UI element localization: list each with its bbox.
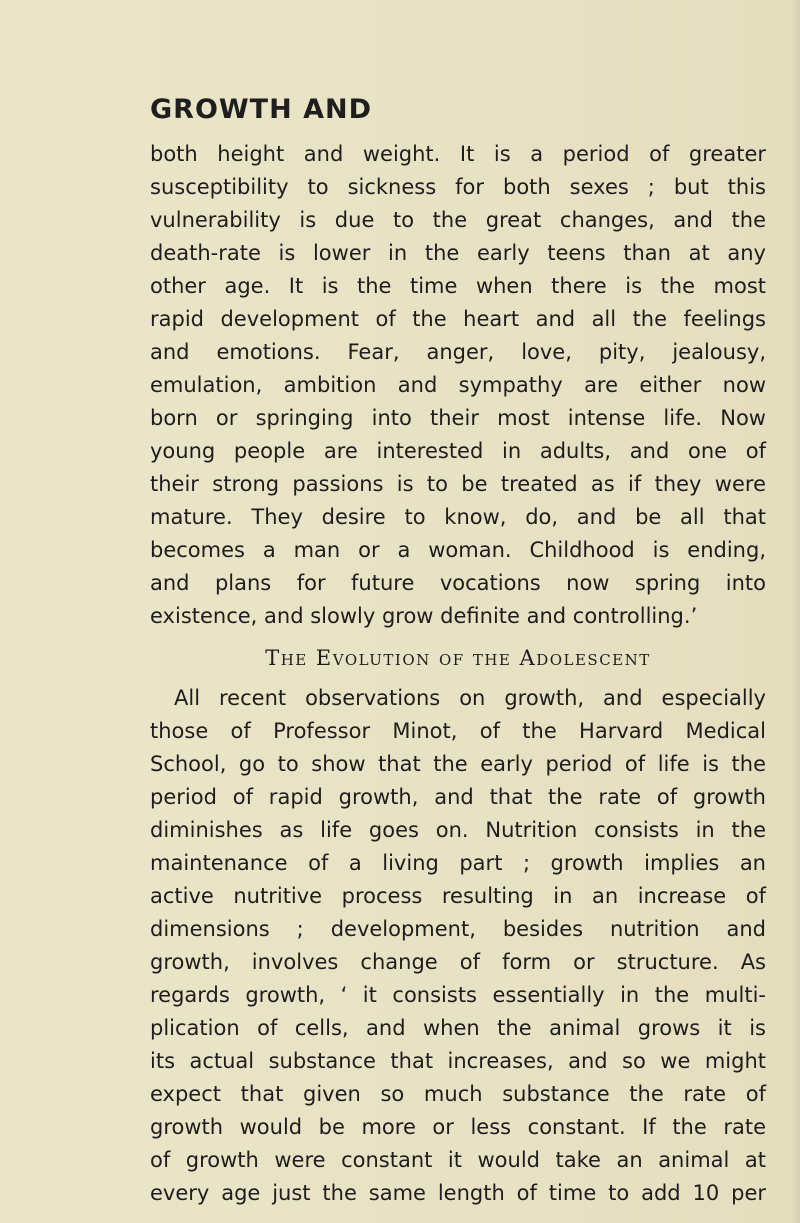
- text-line: of growth were constant it would take an animal at: [150, 1148, 766, 1172]
- text-line: mature. They desire to know, do, and be all that: [150, 505, 766, 529]
- text-line: becomes a man or a woman. Childhood is ending,: [150, 538, 766, 562]
- text-line: every age just the same length of time to add 10 per: [150, 1181, 766, 1205]
- text-line: its actual substance that increases, and so we might: [150, 1049, 766, 1073]
- text-line: School, go to show that the early period of life is the: [150, 752, 766, 776]
- text-line: and plans for future vocations now spring into: [150, 571, 766, 595]
- text-line: active nutritive process resulting in an increase of: [150, 884, 766, 908]
- text-line: young people are interested in adults, and one of: [150, 439, 766, 463]
- text-line: emulation, ambition and sympathy are either now: [150, 373, 766, 397]
- text-line: susceptibility to sickness for both sexes ; but this: [150, 175, 766, 199]
- text-line: plication of cells, and when the animal grows it is: [150, 1016, 766, 1040]
- text-line: diminishes as life goes on. Nutrition consists in the: [150, 818, 766, 842]
- text-line: growth, involves change of form or structure. As: [150, 950, 766, 974]
- text-line: their strong passions is to be treated as if they were: [150, 472, 766, 496]
- text-line: rapid development of the heart and all the feelings: [150, 307, 766, 331]
- text-line: growth would be more or less constant. If the rate: [150, 1115, 766, 1139]
- text-line: those of Professor Minot, of the Harvard Medical: [150, 719, 766, 743]
- text-line: other age. It is the time when there is the most: [150, 274, 766, 298]
- text-line: vulnerability is due to the great changes, and the: [150, 208, 766, 232]
- page-edge-shadow: [792, 0, 800, 1223]
- text-line: both height and weight. It is a period of greater: [150, 142, 766, 166]
- text-line: existence, and slowly grow definite and controlling.’: [150, 604, 698, 628]
- text-line: and emotions. Fear, anger, love, pity, jealousy,: [150, 340, 766, 364]
- text-line: period of rapid growth, and that the rate of growth: [150, 785, 766, 809]
- text-line: dimensions ; development, besides nutrition and: [150, 917, 766, 941]
- text-line: expect that given so much substance the rate of: [150, 1082, 766, 1106]
- running-head: GROWTH AND: [150, 94, 373, 125]
- text-line: All recent observations on growth, and especially: [174, 686, 766, 710]
- text-line: maintenance of a living part ; growth implies an: [150, 851, 766, 875]
- section-heading: The Evolution of the Adolescent: [265, 646, 651, 670]
- text-line: death-rate is lower in the early teens than at any: [150, 241, 766, 265]
- text-line: born or springing into their most intense life. Now: [150, 406, 766, 430]
- text-line: regards growth, ‘ it consists essentially in the multi-: [150, 983, 766, 1007]
